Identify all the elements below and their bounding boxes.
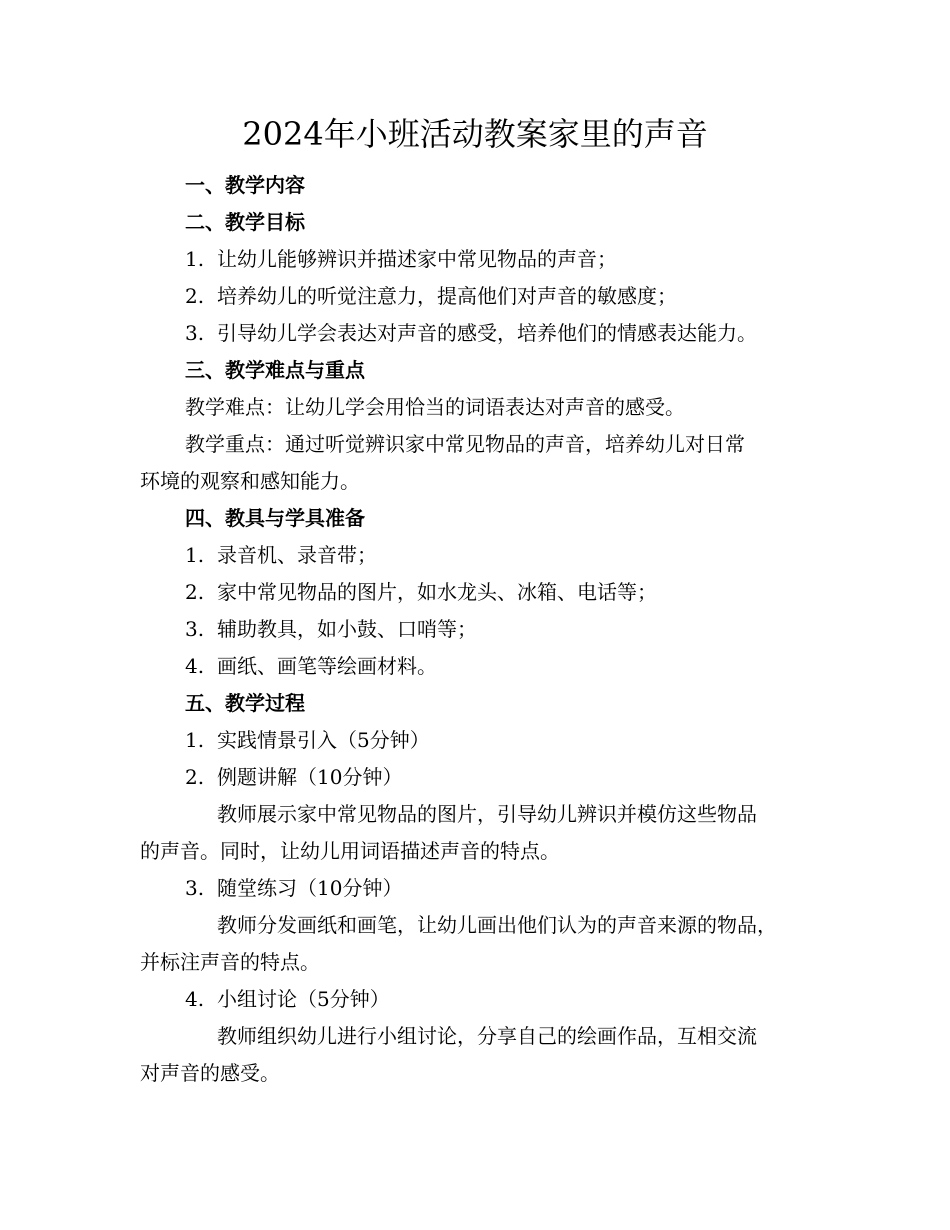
section-heading-process: 五、教学过程 [185,691,305,715]
material-item-text: 录音机、录音带； [217,543,377,567]
section-heading-content: 一、教学内容 [185,173,305,197]
key-point-paragraph-line1: 教学重点：通过听觉辨识家中常见物品的声音，培养幼儿对日常 [185,432,745,456]
process-step-description-line1: 教师组织幼儿进行小组讨论，分享自己的绘画作品，互相交流 [217,1024,757,1048]
process-step-title: 小组讨论（5分钟） [217,987,390,1011]
section-heading-goals: 二、教学目标 [185,210,305,234]
process-step-description-line1: 教师分发画纸和画笔，让幼儿画出他们认为的声音来源的物品， [217,913,777,937]
process-step-description-line2: 对声音的感受。 [140,1061,280,1085]
material-item-number: 1. [185,543,205,567]
material-item-number: 4. [185,654,205,678]
goal-item [185,281,677,311]
goal-item-number: 2. [185,284,205,308]
material-item-number: 2. [185,580,205,604]
goal-item-number: 3. [185,321,205,345]
goal-item-text: 引导幼儿学会表达对声音的感受，培养他们的情感表达能力。 [217,321,757,345]
goal-item-number: 1. [185,247,205,271]
process-step-title: 实践情景引入（5分钟） [217,728,430,752]
material-item [185,577,657,607]
process-step-title: 随堂练习（10分钟） [217,876,403,900]
material-item [185,614,477,644]
material-item-text: 家中常见物品的图片，如水龙头、冰箱、电话等； [217,580,657,604]
document-title: 2024年小班活动教案家里的声音 [242,115,708,153]
process-step [185,873,402,903]
process-step [185,725,430,755]
goal-item-text: 培养幼儿的听觉注意力，提高他们对声音的敏感度； [217,284,677,308]
difficulty-paragraph: 教学难点：让幼儿学会用恰当的词语表达对声音的感受。 [185,395,685,419]
material-item-number: 3. [185,617,205,641]
goal-item [185,244,617,274]
goal-item-text: 让幼儿能够辨识并描述家中常见物品的声音； [217,247,617,271]
process-step-description-line2: 的声音。同时，让幼儿用词语描述声音的特点。 [140,839,560,863]
material-item-text: 辅助教具，如小鼓、口哨等； [217,617,477,641]
process-step-number: 3. [185,876,205,900]
process-step-description-line1: 教师展示家中常见物品的图片，引导幼儿辨识并模仿这些物品 [217,802,757,826]
process-step [185,762,402,792]
material-item [185,651,437,681]
key-point-paragraph-line2: 环境的观察和感知能力。 [140,469,360,493]
section-heading-materials: 四、教具与学具准备 [185,506,365,530]
process-step-number: 2. [185,765,205,789]
process-step-title: 例题讲解（10分钟） [217,765,403,789]
goal-item [185,318,757,348]
process-step-number: 1. [185,728,205,752]
material-item [185,540,377,570]
process-step [185,984,390,1014]
process-step-description-line2: 并标注声音的特点。 [140,950,320,974]
section-heading-difficulty-key: 三、教学难点与重点 [185,358,365,382]
process-step-number: 4. [185,987,205,1011]
material-item-text: 画纸、画笔等绘画材料。 [217,654,437,678]
